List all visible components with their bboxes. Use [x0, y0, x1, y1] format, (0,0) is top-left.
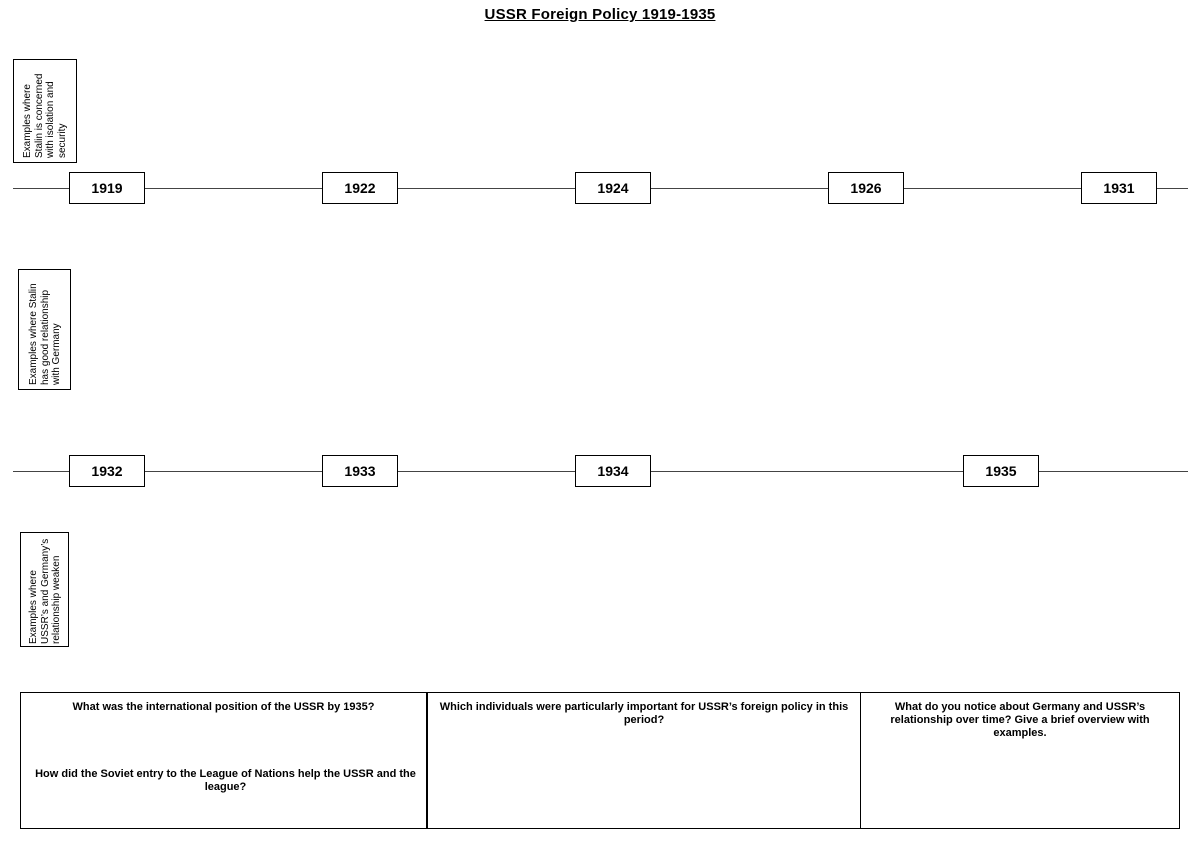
section-label-relationship-weaken — [20, 532, 69, 647]
year-box-1922: 1922 — [322, 172, 398, 204]
year-box-1931: 1931 — [1081, 172, 1157, 204]
year-box-1933: 1933 — [322, 455, 398, 487]
year-box-1932: 1932 — [69, 455, 145, 487]
question-germany-ussr-relationship: What do you notice about Germany and USSR’s relationship over time? Give a brief overview with examples. — [890, 701, 1150, 739]
page-title: USSR Foreign Policy 1919-1935 — [484, 6, 716, 23]
question-league-of-nations: How did the Soviet entry to the League of Nations help the USSR and the league? — [35, 768, 416, 793]
year-box-1926: 1926 — [828, 172, 904, 204]
year-box-1935: 1935 — [963, 455, 1039, 487]
section-label-text: Examples where USSR’s and Germany’s relationship weaken — [27, 538, 62, 644]
section-label-text: Examples where Stalin has good relationship with Germany — [27, 282, 62, 385]
question-important-individuals: Which individuals were particularly important for USSR’s foreign policy in this period? — [439, 701, 849, 726]
section-label-isolation-security — [13, 59, 77, 163]
year-box-1924: 1924 — [575, 172, 651, 204]
question-box-international-position — [20, 692, 427, 829]
question-international-position: What was the international position of the USSR by 1935? — [72, 701, 375, 713]
year-box-1934: 1934 — [575, 455, 651, 487]
year-box-1919: 1919 — [69, 172, 145, 204]
section-label-good-relationship-germany — [18, 269, 71, 390]
section-label-text: Examples where Stalin is concerned with isolation and security — [22, 73, 68, 158]
question-box-germany-ussr-relationship — [860, 692, 1180, 829]
question-box-important-individuals — [427, 692, 861, 829]
